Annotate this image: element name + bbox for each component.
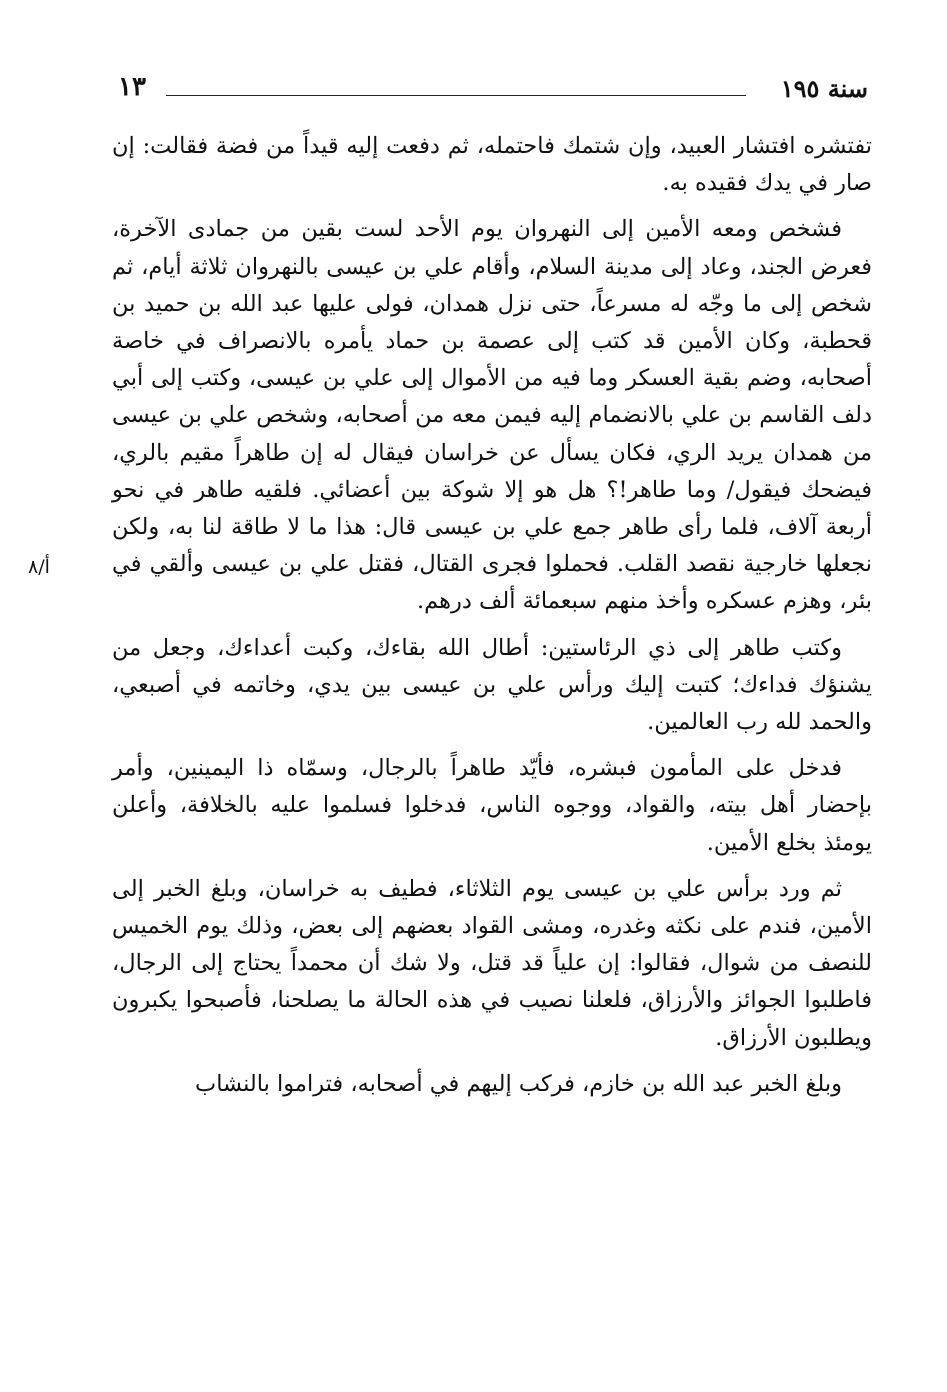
page-number: ١٣ [118, 72, 146, 102]
body-text [112, 128, 872, 1112]
paragraph-6: وبلغ الخبر عبد الله بن خازم، فركب إليهم في أصحابه، فتراموا بالنشاب [195, 1070, 842, 1097]
page-header [118, 68, 868, 108]
paragraph-3: وكتب طاهر إلى ذي الرئاستين: أطال الله بقاءك، وكبت أعداءك، وجعل من يشنؤك فداءك؛ كتبت إليك ورأس علي بن عيسى بين يدي، وخاتمه في أصبعي، والحمد لله رب العالمين. [112, 634, 872, 736]
paragraph-2: فشخص ومعه الأمين إلى النهروان يوم الأحد لست بقين من جمادى الآخرة، فعرض الجند، وعاد إلى مدينة السلام، وأقام علي بن عيسى بالنهروان ثلاثة أيام، ثم شخص إلى ما وجّه له مسرعاً، حتى نزل همدان، فولى عليها عبد الله بن حميد بن قحطبة، وكان الأمين قد كتب إلى عصمة بن حماد يأمره بالانصراف في خاصة أصحابه، وضم بقية العسكر وما فيه من الأموال إلى علي بن عيسى، وكتب إلى أبي دلف القاسم بن علي بالانضمام إليه فيمن معه من أصحابه، وشخص علي بن عيسى من همدان يريد الري، فكان يسأل عن خراسان فيقال له إن طاهراً مقيم بالري، فيضحك فيقول/ وما طاهر!؟ هل هو إلا شوكة بين أعضائي. فلقيه طاهر في نحو أربعة آلاف، فلما رأى طاهر جمع علي بن عيسى قال: هذا ما لا طاقة لنا به، ولكن نجعلها خارجية نقصد القلب. فحملوا فجرى القتال، فقتل علي بن عيسى وألقي في بئر، وهزم عسكره وأخذ منهم سبعمائة ألف درهم. [112, 216, 872, 615]
paragraph-5: ثم ورد برأس علي بن عيسى يوم الثلاثاء، فطيف به خراسان، وبلغ الخبر إلى الأمين، فندم على نكثه وغدره، ومشى القواد بعضهم إلى بعض، وذلك يوم الخميس للنصف من شوال، فقالوا: إن علياً قد قتل، ولا شك أن محمداً يحتاج إلى الرجال، فاطلبوا الجوائز والأرزاق، فلعلنا نصيب في هذه الحالة ما يصلحنا، فأصبحوا يكبرون ويطلبون الأرزاق. [112, 875, 872, 1051]
margin-folio-reference: أ/٨ [28, 556, 50, 578]
paragraph-1: تفتشره افتشار العبيد، وإن شتمك فاحتمله، ثم دفعت إليه قيداً من فضة فقالت: إن صار في يدك فقيده به. [112, 133, 872, 197]
header-rule [166, 95, 746, 96]
paragraph-4: فدخل على المأمون فبشره، فأيّد طاهراً بالرجال، وسمّاه ذا اليمينين، وأمر بإحضار أهل بيته، والقواد، ووجوه الناس، فدخلوا فسلموا عليه بالخلافة، وأعلن يومئذ بخلع الأمين. [112, 755, 872, 856]
running-head: سنة ١٩٥ [780, 74, 868, 103]
